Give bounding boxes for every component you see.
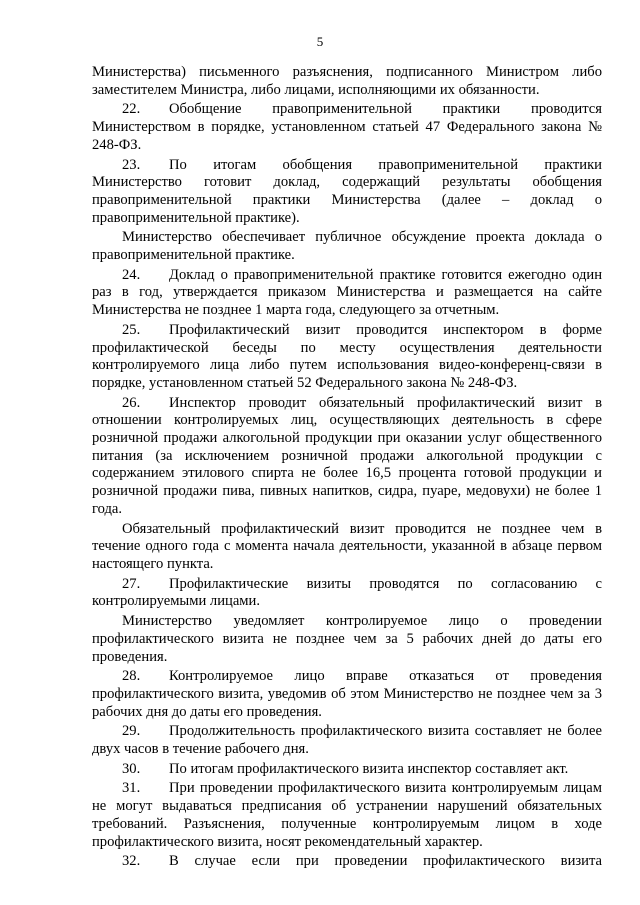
clause-number: 32. (122, 853, 141, 870)
paragraph-28 (92, 668, 602, 721)
clause-number: 30. (122, 760, 141, 777)
clause-number: 28. (122, 668, 141, 685)
paragraph-text: По итогам профилактического визита инспектор составляет акт. (169, 760, 569, 777)
clause-number: 24. (122, 266, 141, 283)
clause-number: 26. (122, 394, 141, 411)
clause-number: 31. (122, 780, 141, 797)
paragraph-29 (92, 723, 602, 758)
paragraph-text: По итогам обобщения правоприменительной практики Министерство готовит доклад, содержащий результаты обобщения правоприменительной практики Министерства (далее – доклад о правоприменительной практике). (92, 156, 602, 226)
clause-number: 22. (122, 101, 141, 118)
paragraph-23-second (92, 229, 602, 264)
paragraph-27-second (92, 613, 602, 666)
paragraph-text: Министерство обеспечивает публичное обсуждение проекта доклада о правоприменительной практике. (92, 229, 602, 264)
paragraph-text: Контролируемое лицо вправе отказаться от проведения профилактического визита, уведомив об этом Министерство не позднее чем за 3 рабочих дня до даты его проведения. (92, 668, 602, 720)
paragraph-text: Инспектор проводит обязательный профилактический визит в отношении контролируемых лиц, осуществляющих деятельность в сфере розничной продажи алкогольной продукции при оказании услуг общественного питания (за исключением розничной продажи алкогольной продукции с содержанием этилового спирта не более 16,5 процента готовой продукции и розничной продажи пива, пивных напитков, сидра, пуаре, медовухи) не более 1 года. (92, 394, 602, 517)
page-number: 5 (316, 34, 324, 49)
clause-number: 25. (122, 321, 141, 338)
paragraph-22 (92, 101, 602, 154)
paragraph-text: В случае если при проведении профилактического визита (169, 853, 602, 870)
clause-number: 23. (122, 156, 141, 173)
paragraph-continuation (92, 64, 602, 99)
document-body (92, 64, 602, 873)
paragraph-text: Продолжительность профилактического визита составляет не более двух часов в течение рабочего дня. (92, 723, 602, 758)
clause-number: 29. (122, 723, 141, 740)
paragraph-25 (92, 322, 602, 393)
paragraph-26-second (92, 521, 602, 574)
paragraph-text: Доклад о правоприменительной практике готовится ежегодно один раз в год, утверждается приказом Министерства и размещается на сайте Министерства не позднее 1 марта года, следующего за отчетным. (92, 266, 602, 319)
paragraph-32 (92, 853, 602, 871)
paragraph-31 (92, 780, 602, 851)
paragraph-text: Профилактический визит проводится инспектором в форме профилактической беседы по месту осуществления деятельности контролируемого лица либо путем использования видео-конференц-связи в порядке, установленном статьей 52 Федерального закона № 248-ФЗ. (92, 321, 602, 391)
paragraph-24 (92, 267, 602, 320)
paragraph-text: Обязательный профилактический визит проводится не позднее чем в течение одного года с момента начала деятельности, указанной в абзаце первом настоящего пункта. (92, 520, 602, 572)
paragraph-text: Профилактические визиты проводятся по согласованию с контролируемыми лицами. (92, 575, 602, 610)
paragraph-30 (92, 761, 602, 779)
paragraph-text: Обобщение правоприменительной практики проводится Министерством в порядке, установленном статьей 47 Федерального закона № 248-ФЗ. (92, 101, 602, 153)
paragraph-26 (92, 395, 602, 519)
clause-number: 27. (122, 575, 141, 592)
paragraph-text: При проведении профилактического визита контролируемым лицам не могут выдаваться предписания об устранении нарушений обязательных требований. Разъяснения, полученные контролируемым лицом в ходе профилактического визита, носят рекомендательный характер. (92, 780, 602, 850)
paragraph-text: Министерство уведомляет контролируемое лицо о проведении профилактического визита не позднее чем за 5 рабочих дней до даты его проведения. (92, 613, 602, 665)
paragraph-27 (92, 576, 602, 611)
paragraph-text: Министерства) письменного разъяснения, подписанного Министром либо заместителем Министра, либо лицами, исполняющими их обязанности. (92, 64, 602, 98)
paragraph-23 (92, 157, 602, 228)
